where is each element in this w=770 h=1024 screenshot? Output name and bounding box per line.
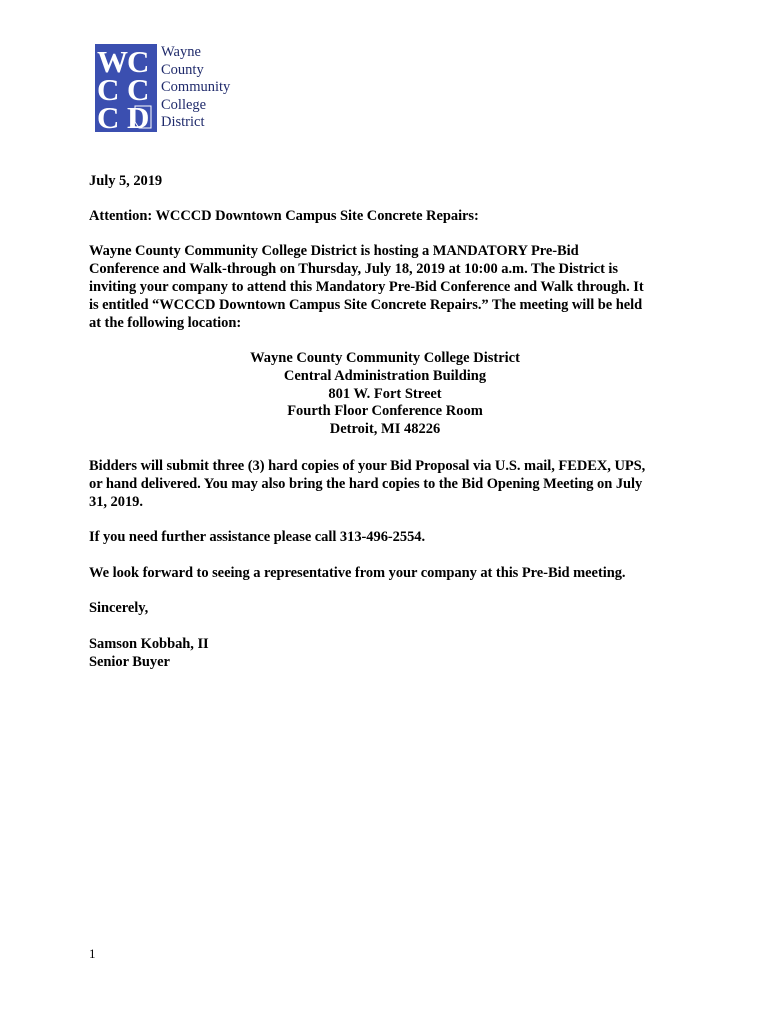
logo-line: Wayne bbox=[161, 44, 201, 60]
paragraph-line: Bidders will submit three (3) hard copies of your Bid Proposal via U.S. mail, FEDEX, UPS, bbox=[89, 458, 646, 474]
paragraph-line: or hand delivered. You may also bring the hard copies to the Bid Opening Meeting on July bbox=[89, 476, 643, 492]
paragraph-line: inviting your company to attend this Mandatory Pre-Bid Conference and Walk through. It bbox=[89, 279, 644, 295]
page-number: 1 bbox=[89, 946, 96, 961]
closing-paragraph: We look forward to seeing a representative from your company at this Pre-Bid meeting. bbox=[89, 565, 626, 581]
sign-off: Sincerely, bbox=[89, 600, 149, 616]
logo-letter-c3: C bbox=[127, 72, 150, 107]
paragraph-line: at the following location: bbox=[89, 315, 242, 331]
paragraph-line: Conference and Walk-through on Thursday, July 18, 2019 at 10:00 a.m. The District is bbox=[89, 261, 619, 277]
logo-line: Community bbox=[161, 79, 231, 95]
intro-paragraph bbox=[89, 242, 689, 332]
logo-letter-c2: C bbox=[97, 72, 120, 107]
logo-letter-c1: C bbox=[127, 44, 150, 79]
paragraph-line: is entitled “WCCCD Downtown Campus Site Concrete Repairs.” The meeting will be held bbox=[89, 297, 643, 313]
wcccd-logo-mark-icon bbox=[95, 44, 157, 132]
address-line: Wayne County Community College District bbox=[250, 350, 520, 366]
paragraph-line: Wayne County Community College District is hosting a MANDATORY Pre-Bid bbox=[89, 243, 579, 259]
signature-block bbox=[89, 635, 689, 671]
address-line: Central Administration Building bbox=[283, 367, 487, 384]
address-line: 801 W. Fort Street bbox=[328, 385, 442, 402]
assistance-paragraph: If you need further assistance please call 313-496-2554. bbox=[89, 529, 426, 545]
address-line: Detroit, MI 48226 bbox=[329, 421, 441, 438]
logo-letter-d: D bbox=[127, 100, 150, 132]
submission-paragraph bbox=[89, 457, 689, 511]
logo-letter-c4: C bbox=[97, 100, 120, 132]
address-line: Fourth Floor Conference Room bbox=[287, 403, 483, 420]
meeting-address bbox=[89, 350, 681, 439]
signer-title: Senior Buyer bbox=[89, 654, 170, 670]
attention-line: Attention: WCCCD Downtown Campus Site Concrete Repairs: bbox=[89, 208, 479, 224]
wcccd-logo bbox=[95, 44, 255, 136]
paragraph-line: 31, 2019. bbox=[89, 494, 143, 510]
logo-wordmark bbox=[161, 44, 230, 132]
logo-line: County bbox=[161, 61, 204, 78]
logo-line: College bbox=[161, 96, 207, 113]
logo-letter-w: W bbox=[97, 44, 128, 79]
signer-name: Samson Kobbah, II bbox=[89, 636, 209, 652]
letter-date: July 5, 2019 bbox=[89, 173, 163, 189]
logo-line: District bbox=[161, 114, 205, 130]
